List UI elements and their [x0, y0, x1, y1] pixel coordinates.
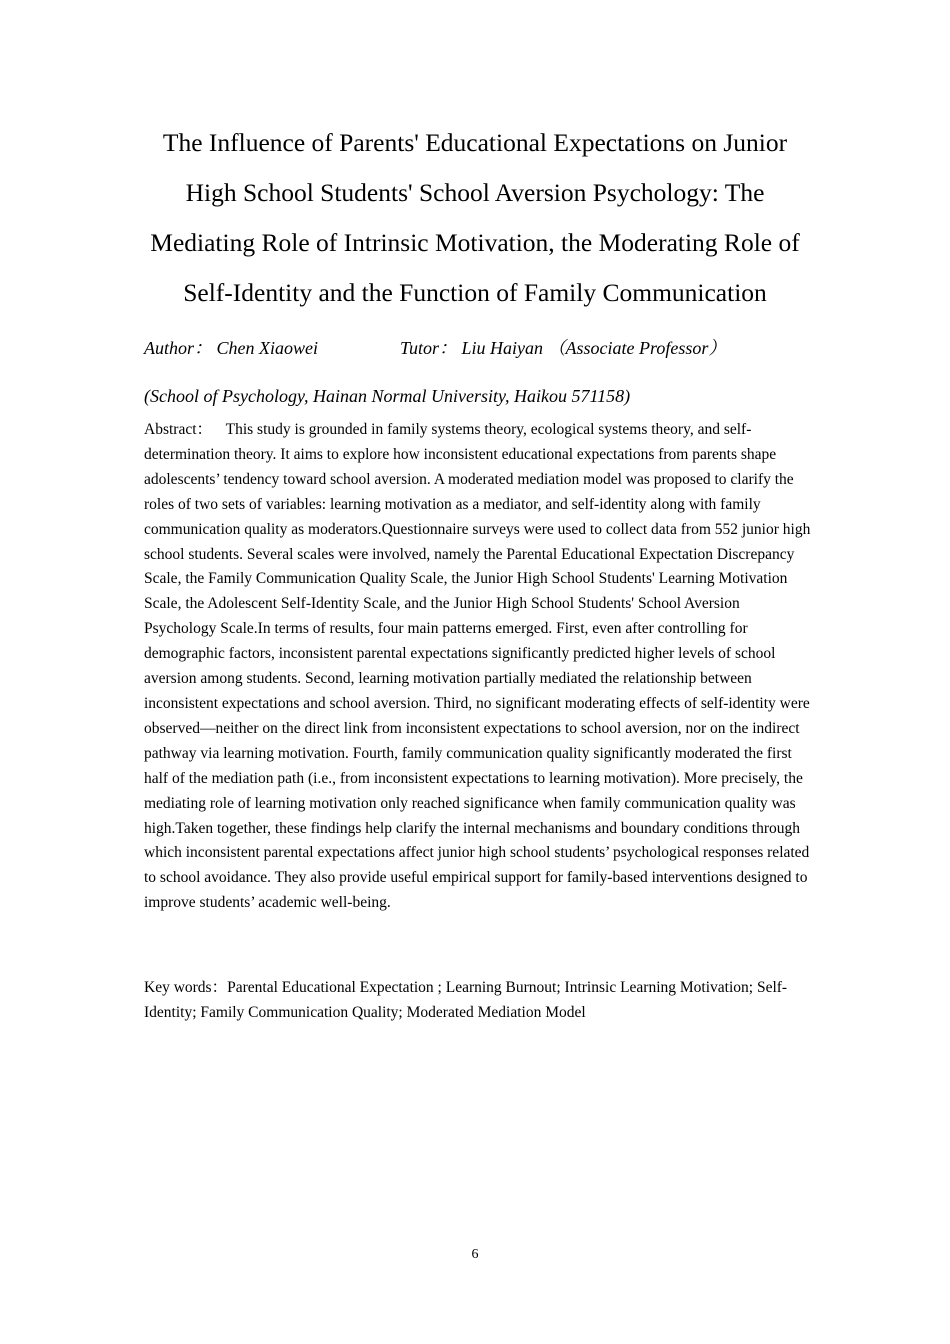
author-name: Author： Chen Xiaowei — [144, 338, 318, 358]
paper-title — [120, 118, 830, 318]
affiliation: (School of Psychology, Hainan Normal University, Haikou 571158) — [144, 386, 631, 406]
page-number: 6 — [471, 1247, 479, 1262]
abstract — [144, 418, 812, 916]
keywords — [144, 975, 812, 1025]
keywords-text: Parental Educational Expectation ; Learning Burnout; Intrinsic Learning Motivation; Self-Identity; Family Communication Quality; Moderated Mediation Model — [144, 979, 788, 1021]
author-line — [144, 336, 727, 360]
title-line: Mediating Role of Intrinsic Motivation, the Moderating Role of — [150, 228, 800, 257]
title-line: The Influence of Parents' Educational Expectations on Junior — [162, 128, 788, 157]
title-line: High School Students' School Aversion Psychology: The — [185, 178, 765, 207]
keywords-label: Key words： — [144, 979, 228, 996]
abstract-text: This study is grounded in family systems theory, ecological systems theory, and self-determination theory. It aims to explore how inconsistent educational expectations from parents shape adolescents’ tendency toward school aversion. A moderated mediation model was proposed to clarify the roles of two sets of variables: learning motivation as a mediator, and self-identity along with family communication quality as moderators.Questionnaire surveys were used to collect data from 552 junior high school students. Several scales were involved, namely the Parental Educational Expectation Discrepancy Scale, the Family Communication Quality Scale, the Junior High School Students' Learning Motivation Scale, the Adolescent Self-Identity Scale, and the Junior High School Students' School Aversion Psychology Scale.In terms of results, four main patterns emerged. First, even after controlling for demographic factors, inconsistent parental expectations significantly predicted higher levels of school aversion among students. Second, learning motivation partially mediated the relationship between inconsistent expectations and school aversion. Third, no significant moderating effects of self-identity were observed—neither on the direct link from inconsistent expectations to school aversion, nor on the indirect pathway via learning motivation. Fourth, family communication quality significantly moderated the first half of the mediation path (i.e., from inconsistent expectations to learning motivation). More precisely, the mediating role of learning motivation only reached significance when family communication quality was high.Taken together, these findings help clarify the internal mechanisms and boundary conditions through which inconsistent parental expectations affect junior high school students’ psychological responses related to school avoidance. They also provide useful empirical support for family-based interventions designed to improve students’ academic well-being. — [144, 421, 811, 912]
tutor-name: Tutor： Liu Haiyan （Associate Professor） — [400, 338, 727, 358]
title-line: Self-Identity and the Function of Family Communication — [183, 278, 767, 307]
abstract-label: Abstract： — [144, 421, 213, 438]
